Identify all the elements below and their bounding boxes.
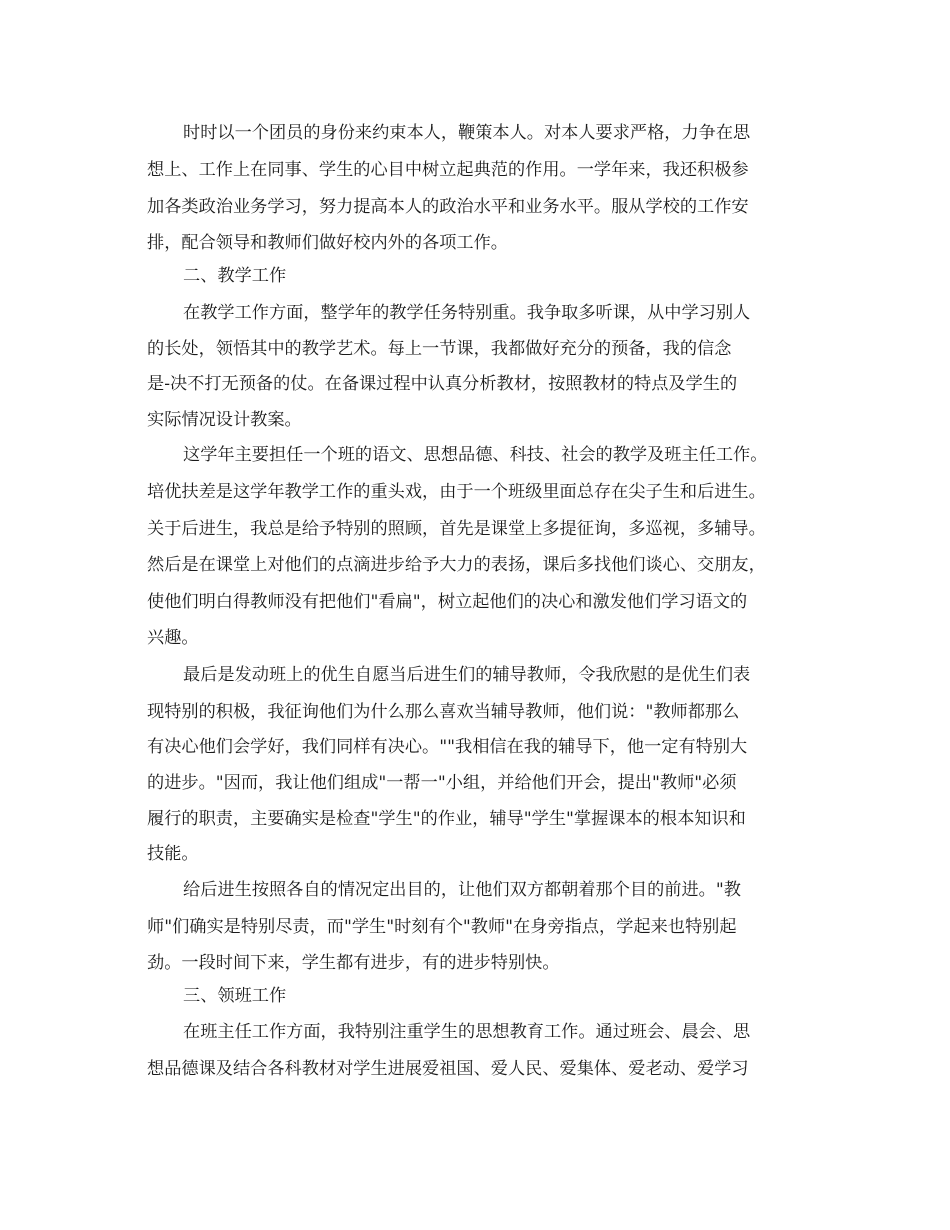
paragraph-line: 时时以一个团员的身份来约束本人，鞭策本人。对本人要求严格，力争在思 xyxy=(183,123,751,143)
paragraph-line: 然后是在课堂上对他们的点滴进步给予大力的表扬，课后多找他们谈心、交朋友， xyxy=(147,555,766,575)
paragraph-line: 现特别的积极，我征询他们为什么那么喜欢当辅导教师，他们说："教师都那么 xyxy=(147,702,740,722)
paragraph-line: 关于后进生，我总是给予特别的照顾，首先是课堂上多提征询，多巡视，多辅导。 xyxy=(147,519,766,539)
paragraph-line: 想品德课及结合各科教材对学生进展爱祖国、爱人民、爱集体、爱老动、爱学习 xyxy=(147,1059,749,1079)
paragraph-line: 在班主任工作方面，我特别注重学生的思想教育工作。通过班会、晨会、思 xyxy=(183,1022,751,1042)
paragraph-line: 最后是发动班上的优生自愿当后进生们的辅导教师，令我欣慰的是优生们表 xyxy=(183,665,751,685)
paragraph-line: 加各类政治业务学习，努力提高本人的政治水平和业务水平。服从学校的工作安 xyxy=(147,197,749,217)
paragraph-line: 技能。 xyxy=(147,844,199,864)
paragraph-line: 的进步。"因而，我让他们组成"一帮一"小组，并给他们开会，提出"教师"必须 xyxy=(147,773,737,793)
paragraph-line: 劲。一段时间下来，学生都有进步，有的进步特别快。 xyxy=(147,953,560,973)
paragraph-line: 这学年主要担任一个班的语文、思想品德、科技、社会的教学及班主任工作。 xyxy=(183,445,768,465)
paragraph-line: 履行的职责，主要确实是检查"学生"的作业，辅导"学生"掌握课本的根本知识和 xyxy=(147,809,746,829)
paragraph-line: 兴趣。 xyxy=(147,628,199,648)
section-heading: 三、领班工作 xyxy=(183,986,287,1006)
paragraph-line: 使他们明白得教师没有把他们"看扁"，树立起他们的决心和激发他们学习语文的 xyxy=(147,592,748,612)
paragraph-line: 排，配合领导和教师们做好校内外的各项工作。 xyxy=(147,233,508,253)
paragraph-line: 实际情况设计教案。 xyxy=(147,410,302,430)
paragraph-line: 培优扶差是这学年教学工作的重头戏，由于一个班级里面总存在尖子生和后进生。 xyxy=(147,482,766,502)
paragraph-line: 师"们确实是特别尽责，而"学生"时刻有个"教师"在身旁指点，学起来也特别起 xyxy=(147,917,737,937)
paragraph-line: 是-决不打无预备的仗。在备课过程中认真分析教材，按照教材的特点及学生的 xyxy=(147,374,738,394)
paragraph-line: 给后进生按照各自的情况定出目的，让他们双方都朝着那个目的前进。"教 xyxy=(183,880,741,900)
paragraph-line: 有决心他们会学好，我们同样有决心。""我相信在我的辅导下，他一定有特别大 xyxy=(147,737,748,757)
section-heading: 二、教学工作 xyxy=(183,266,287,286)
paragraph-line: 的长处，领悟其中的教学艺术。每上一节课，我都做好充分的预备，我的信念 xyxy=(147,339,732,359)
paragraph-line: 想上、工作上在同事、学生的心目中树立起典范的作用。一学年来，我还积极参 xyxy=(147,160,749,180)
paragraph-line: 在教学工作方面，整学年的教学任务特别重。我争取多听课，从中学习别人 xyxy=(183,303,751,323)
